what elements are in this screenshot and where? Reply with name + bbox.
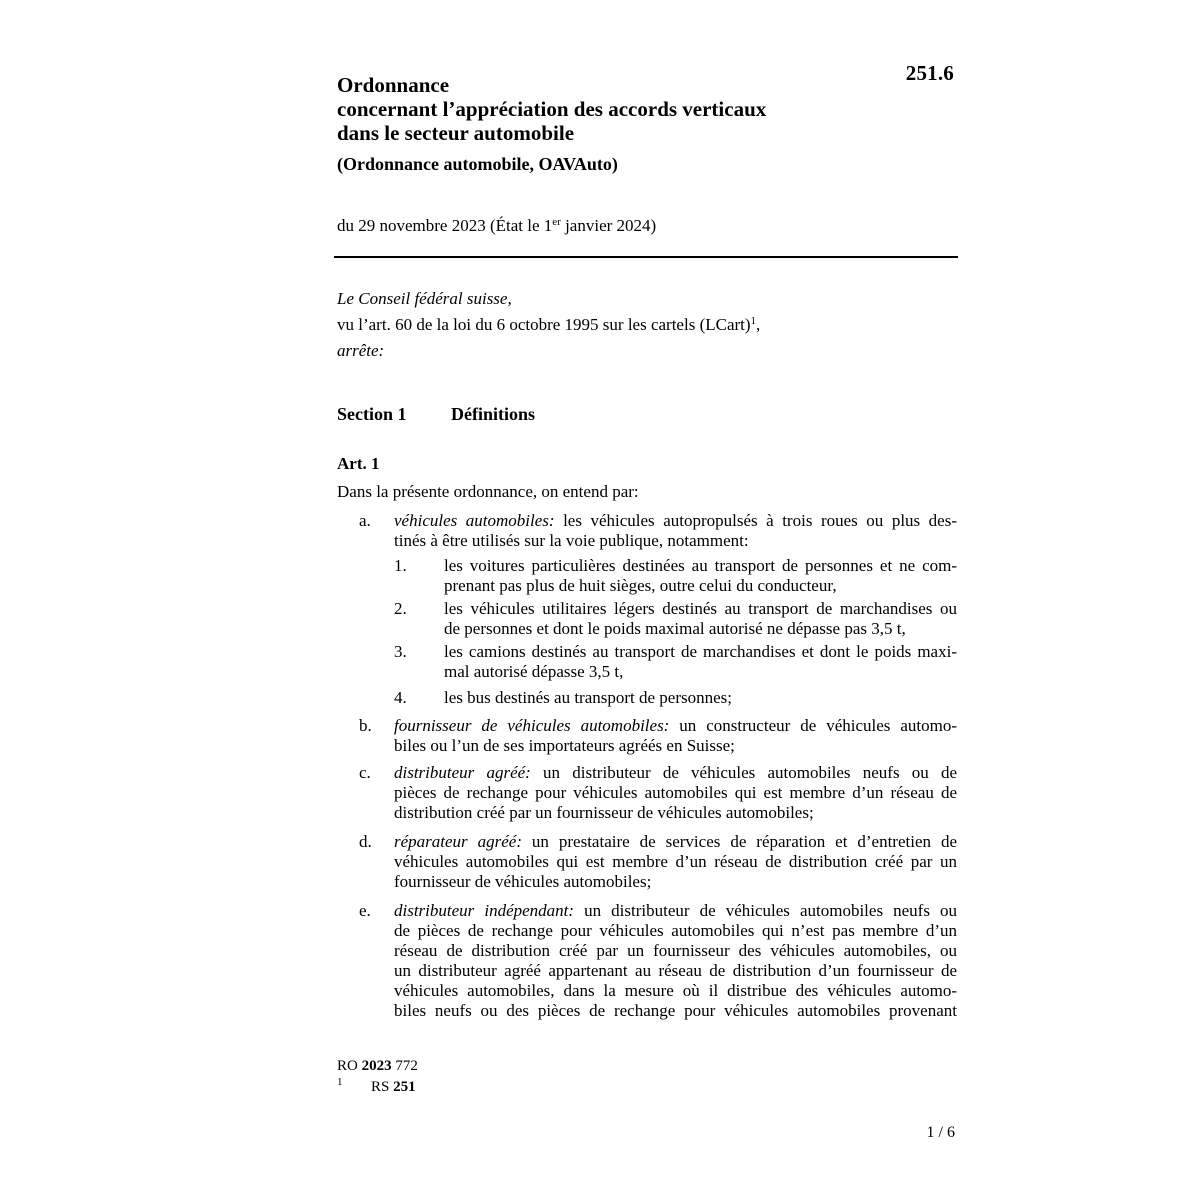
- defined-term: distributeur indépendant:: [394, 901, 575, 920]
- list-item-label: b.: [359, 716, 372, 735]
- item-text-line: biles ou l’un de ses importateurs agréés en Suisse;: [394, 736, 735, 755]
- document-number: 251.6: [905, 61, 954, 85]
- item-text-line: de pièces de rechange pour véhicules automobiles qui n’est pas membre d’un: [394, 921, 957, 940]
- list-item-label: e.: [359, 901, 371, 920]
- item-text-line: pièces de rechange pour véhicules automobiles qui est membre d’un réseau de: [394, 783, 957, 802]
- preamble-basis-text: vu l’art. 60 de la loi du 6 octobre 1995 sur les cartels (LCart): [337, 315, 751, 334]
- section-title: Définitions: [451, 404, 536, 424]
- ro-prefix: RO: [337, 1058, 362, 1074]
- ro-page: 772: [391, 1058, 418, 1074]
- document-title: [337, 73, 766, 145]
- sub-item-label: 3.: [394, 642, 407, 661]
- item-text-line: fournisseur de véhicules automobiles;: [394, 872, 652, 891]
- preamble-basis: [337, 312, 760, 338]
- item-text-line: un distributeur de véhicules automobiles neufs ou: [574, 901, 957, 920]
- section-number: Section 1: [337, 404, 407, 424]
- item-text-line: un distributeur de véhicules automobiles neufs ou de: [530, 763, 958, 782]
- title-line: Ordonnance: [337, 73, 450, 97]
- document-date: [337, 216, 656, 236]
- list-item-label: c.: [359, 763, 371, 782]
- list-item-label: d.: [359, 832, 372, 851]
- footnote-ref: 251: [393, 1079, 416, 1095]
- article-intro: Dans la présente ordonnance, on entend par:: [337, 482, 639, 501]
- sub-item-text-line: les voitures particulières destinées au transport de personnes et ne com-: [444, 556, 957, 575]
- defined-term: réparateur agréé:: [394, 832, 522, 851]
- footnote-text: [371, 1079, 416, 1096]
- list-item-label: a.: [359, 511, 371, 530]
- footnote-prefix: RS: [371, 1079, 394, 1095]
- sub-item-text-line: les bus destinés au transport de personnes;: [444, 688, 732, 707]
- defined-term: distributeur agréé:: [394, 763, 531, 782]
- sub-item-text-line: de personnes et dont le poids maximal autorisé ne dépasse pas 3,5 t,: [444, 619, 906, 638]
- item-text-line: réseau de distribution créé par un fournisseur des véhicules automobiles, ou: [394, 941, 957, 960]
- document-subtitle: (Ordonnance automobile, OAVAuto): [337, 154, 618, 174]
- footnote-number: 1: [337, 1076, 343, 1088]
- preamble-decides: arrête:: [337, 341, 385, 360]
- ro-year: 2023: [361, 1058, 392, 1074]
- footnote-ref-link[interactable]: 1: [750, 315, 757, 327]
- date-prefix: du 29 novembre 2023 (État le 1: [337, 216, 553, 235]
- title-line: concernant l’appréciation des accords verticaux: [337, 97, 767, 121]
- defined-term: véhicules automobiles:: [394, 511, 555, 530]
- sub-item-label: 1.: [394, 556, 407, 575]
- sub-item-text-line: mal autorisé dépasse 3,5 t,: [444, 662, 624, 681]
- item-text-line: un prestataire de services de réparation et d’entretien de: [521, 832, 957, 851]
- sub-item-label: 4.: [394, 688, 407, 707]
- defined-term: fournisseur de véhicules automobiles:: [394, 716, 670, 735]
- date-superscript: er: [552, 216, 561, 228]
- item-text-line: distribution créé par un fournisseur de véhicules automobiles;: [394, 803, 814, 822]
- item-text-line: tinés à être utilisés sur la voie publique, notamment:: [394, 531, 749, 550]
- item-text-line: un distributeur agréé appartenant au réseau de distribution d’un fournisseur de: [394, 961, 957, 980]
- article-label: Art. 1: [337, 454, 380, 473]
- date-suffix: janvier 2024): [560, 216, 657, 235]
- item-text-line: biles neufs ou des pièces de rechange pour véhicules automobiles provenant: [394, 1001, 957, 1020]
- header-divider: [334, 256, 958, 258]
- sub-item-text-line: les camions destinés au transport de marchandises et dont le poids maxi-: [444, 642, 957, 661]
- item-text-line: un constructeur de véhicules automo-: [669, 716, 958, 735]
- item-text-line: les véhicules autopropulsés à trois roues ou plus des-: [554, 511, 958, 530]
- official-compilation-ref: [337, 1058, 418, 1075]
- preamble-authority: Le Conseil fédéral suisse,: [337, 289, 512, 308]
- title-line: dans le secteur automobile: [337, 121, 575, 145]
- item-text-line: véhicules automobiles, dans la mesure où il distribue des véhicules automo-: [394, 981, 957, 1000]
- sub-item-label: 2.: [394, 599, 407, 618]
- item-text-line: véhicules automobiles qui est membre d’un réseau de distribution créé par un: [394, 852, 957, 871]
- preamble: [337, 286, 760, 364]
- sub-item-text-line: prenant pas plus de huit sièges, outre celui du conducteur,: [444, 576, 837, 595]
- section-heading: [337, 404, 536, 425]
- preamble-basis-end: ,: [756, 315, 761, 334]
- page-number: 1 / 6: [926, 1124, 955, 1141]
- document-page: [337, 0, 957, 1200]
- sub-item-text-line: les véhicules utilitaires légers destinés au transport de marchandises ou: [444, 599, 957, 618]
